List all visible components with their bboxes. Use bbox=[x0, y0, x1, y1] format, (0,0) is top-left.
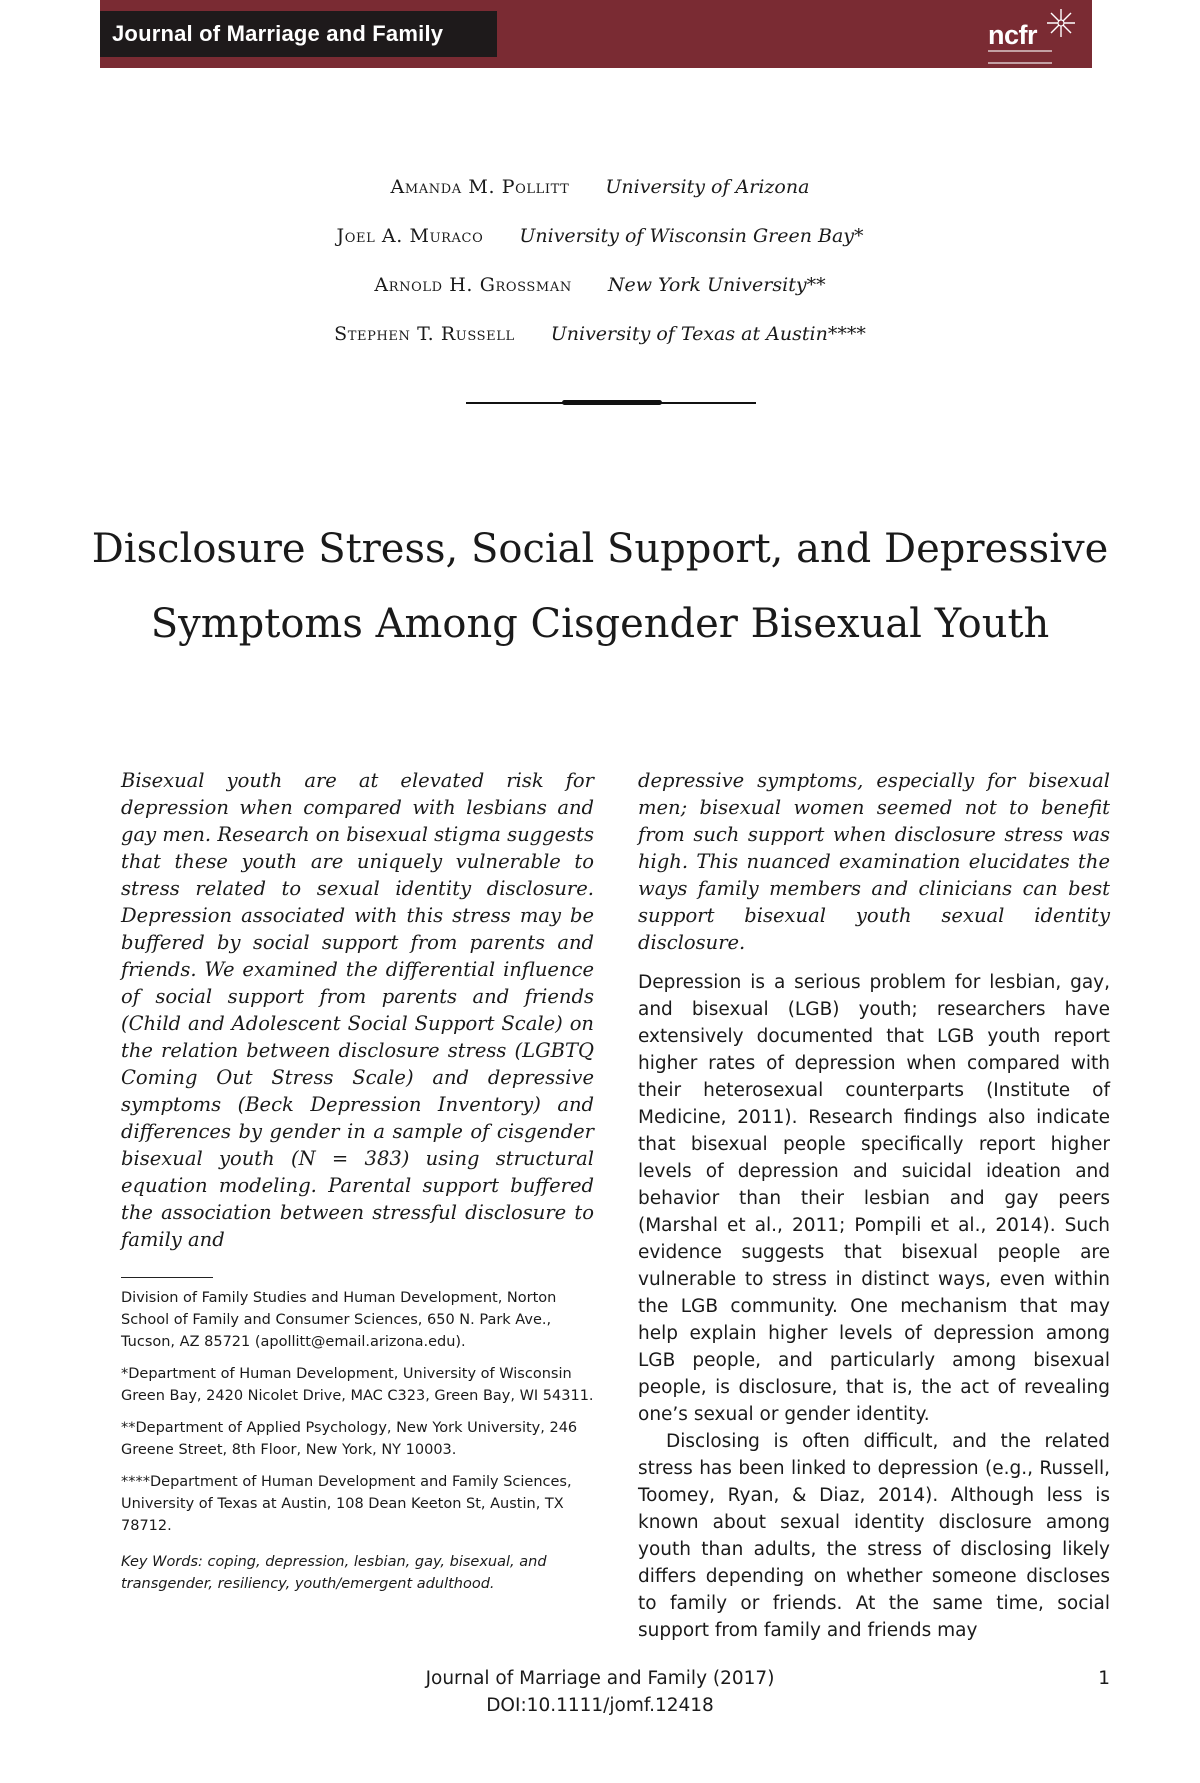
footnotes bbox=[121, 1287, 597, 1605]
abstract-right-column: depressive symptoms, especially for bisexual men; bisexual women seemed not to benefit from such support when disclosure stress was high. This nuanced examination elucidates the ways family members and clinicians can best support bisexual youth sexual identity disclosure. bbox=[638, 769, 1110, 954]
ncfr-logo bbox=[988, 6, 1080, 64]
author-list bbox=[0, 176, 1200, 372]
author-entry bbox=[0, 176, 1200, 225]
author-entry bbox=[0, 323, 1200, 372]
journal-name: Journal of Marriage and Family bbox=[100, 11, 497, 57]
author-affiliation: University of Wisconsin Green Bay* bbox=[519, 225, 864, 247]
footnote: **Department of Applied Psychology, New York University, 246 Greene Street, 8th Floor, New York, NY 10003. bbox=[121, 1420, 578, 1458]
author-entry bbox=[0, 225, 1200, 274]
body-paragraph: Disclosing is often difficult, and the related stress has been linked to depression (e.g., Russell, Toomey, Ryan, & Diaz, 2014). Although less is known about sexual identity disclosure among youth than adults, the stress of disclosing likely differs depending on whether someone discloses to family or friends. At the same time, social support from family and friends may bbox=[638, 1431, 1110, 1641]
author-entry bbox=[0, 274, 1200, 323]
body-text-column bbox=[638, 969, 1110, 1644]
journal-citation: Journal of Marriage and Family (2017) bbox=[425, 1668, 775, 1689]
author-name: Arnold H. Grossman bbox=[374, 274, 572, 296]
footnote-divider bbox=[121, 1277, 213, 1278]
ncfr-logo-text: ncfr bbox=[988, 20, 1038, 50]
author-name: Stephen T. Russell bbox=[334, 323, 515, 345]
page-number: 1 bbox=[1098, 1668, 1110, 1689]
body-paragraph: Depression is a serious problem for lesbian, gay, and bisexual (LGB) youth; researchers have extensively documented that LGB youth report higher rates of depression when compared with their heterosexual counterparts (Institute of Medicine, 2011). Research findings also indicate that bisexual people specifically report higher levels of depression and suicidal ideation and behavior than their lesbian and gay peers (Marshal et al., 2011; Pompili et al., 2014). Such evidence suggests that bisexual people are vulnerable to stress in distinct ways, even within the LGB community. One mechanism that may help explain higher levels of depression among LGB people, and particularly among bisexual people, is disclosure, that is, the act of revealing one’s sexual or gender identity. bbox=[638, 972, 1110, 1425]
article-title bbox=[80, 512, 1120, 662]
author-name: Amanda M. Pollitt bbox=[390, 176, 570, 198]
title-divider-accent bbox=[562, 400, 662, 405]
ncfr-tagline-lines bbox=[988, 50, 1052, 64]
author-affiliation: New York University** bbox=[607, 274, 826, 296]
starburst-icon bbox=[1044, 6, 1078, 40]
abstract-left-column: Bisexual youth are at elevated risk for depression when compared with lesbians and gay men. Research on bisexual stigma suggests that these youth are uniquely vulnerable to stress related to sexual identity disclosure. Depression associated with this stress may be buffered by social support from parents and friends. We examined the differential influence of social support from parents and friends (Child and Adolescent Social Support Scale) on the relation between disclosure stress (LGBTQ Coming Out Stress Scale) and depressive symptoms (Beck Depression Inventory) and differences by gender in a sample of cisgender bisexual youth (N = 383) using structural equation modeling. Parental support buffered the association between stressful disclosure to family and bbox=[121, 769, 594, 1251]
footnote: ****Department of Human Development and Family Sciences, University of Texas at Austin, 108 Dean Keeton St, Austin, TX 78712. bbox=[121, 1474, 572, 1534]
author-affiliation: University of Texas at Austin**** bbox=[550, 323, 866, 345]
footnote: Division of Family Studies and Human Development, Norton School of Family and Consumer Sciences, 650 N. Park Ave., Tucson, AZ 85721 (apollitt@email.arizona.edu). bbox=[121, 1290, 557, 1350]
page-footer bbox=[0, 1665, 1200, 1719]
author-name: Joel A. Muraco bbox=[336, 225, 484, 247]
article-title-line-1: Disclosure Stress, Social Support, and Depressive bbox=[91, 526, 1109, 572]
keywords: Key Words: coping, depression, lesbian, gay, bisexual, and transgender, resiliency, youth/emergent adulthood. bbox=[121, 1554, 547, 1592]
footnote: *Department of Human Development, University of Wisconsin Green Bay, 2420 Nicolet Drive, MAC C323, Green Bay, WI 54311. bbox=[121, 1366, 594, 1404]
article-title-line-2: Symptoms Among Cisgender Bisexual Youth bbox=[150, 601, 1050, 647]
doi: DOI:10.1111/jomf.12418 bbox=[486, 1695, 714, 1716]
journal-banner bbox=[100, 0, 1092, 68]
author-affiliation: University of Arizona bbox=[605, 176, 810, 198]
